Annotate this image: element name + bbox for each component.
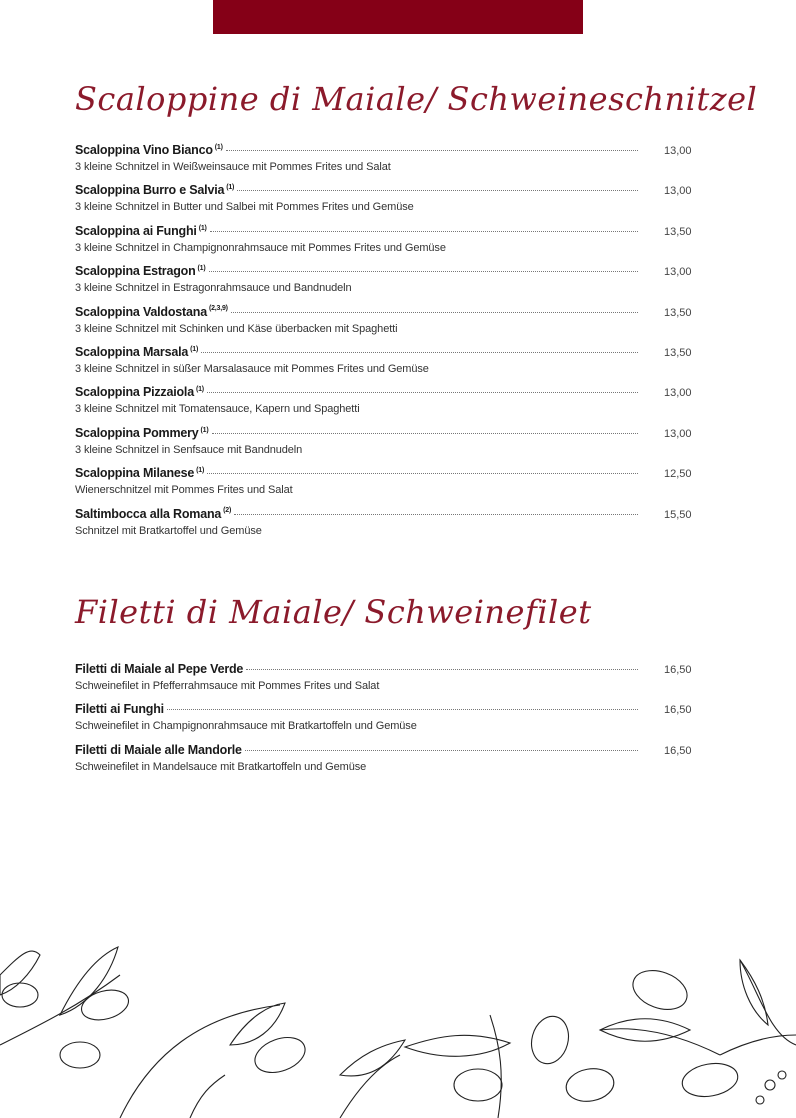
menu-item-title: Filetti ai Funghi [75, 702, 164, 717]
menu-item-title: Scaloppina Pommery [75, 425, 199, 440]
menu-item-name [75, 264, 206, 278]
menu-item-description: Schweinefilet in Pfefferrahmsauce mit Pommes Frites und Salat [75, 680, 380, 692]
header-bar [213, 0, 583, 34]
menu-item-title: Scaloppina Burro e Salvia [75, 183, 225, 198]
branch-stem [490, 1015, 501, 1118]
menu-item-description: Wienerschnitzel mit Pommes Frites und Salat [75, 484, 293, 497]
menu-item-description: Schweinefilet in Champignonrahmsauce mit Bratkartoffeln und Gemüse [75, 720, 417, 733]
menu-item-line [75, 143, 690, 160]
menu-item [75, 345, 690, 385]
menu-item-description: 3 kleine Schnitzel in Butter und Salbei mit Pommes Frites und Gemüse [75, 201, 414, 214]
menu-item-price: 13,00 [664, 145, 692, 157]
menu-item-name [75, 507, 231, 521]
menu-item-line [75, 702, 690, 719]
menu-item-title: Scaloppina Vino Bianco [75, 143, 213, 157]
menu-item [75, 385, 690, 425]
menu-item-line [75, 662, 690, 679]
menu-item [75, 305, 690, 345]
dot-leader [207, 392, 638, 393]
menu-item-price: 13,50 [664, 346, 692, 359]
menu-item-description: 3 kleine Schnitzel in Estragonrahmsauce und Bandnudeln [75, 282, 352, 295]
dot-leader [245, 750, 638, 751]
dot-leader [237, 190, 638, 191]
allergen-note: (1) [198, 224, 207, 232]
menu-item [75, 466, 690, 506]
menu-item-price: 13,00 [664, 266, 692, 279]
olive-fruit [2, 983, 38, 1007]
dot-leader [212, 433, 639, 434]
menu-item-name [75, 662, 243, 676]
allergen-note: (1) [214, 143, 223, 151]
menu-item-description: 3 kleine Schnitzel mit Tomatensauce, Kapern und Spaghetti [75, 403, 360, 416]
dot-leader [234, 514, 638, 515]
olive-leaf [405, 1035, 510, 1056]
menu-item-name [75, 345, 198, 359]
menu-item-line [75, 507, 690, 524]
allergen-note: (1) [195, 386, 204, 394]
menu-item-title: Scaloppina ai Funghi [75, 223, 197, 238]
menu-item-title: Scaloppina Marsala [75, 344, 189, 359]
menu-item [75, 743, 690, 783]
branch-stem [340, 1055, 400, 1118]
menu-item [75, 662, 690, 702]
dot-leader [207, 473, 638, 474]
dot-leader [201, 352, 638, 353]
menu-item-line [75, 743, 690, 760]
menu-item-price: 13,00 [664, 185, 692, 198]
allergen-note: (1) [190, 345, 199, 353]
menu-item-line [75, 345, 690, 362]
allergen-note: (1) [196, 466, 205, 474]
olive-fruit [454, 1069, 502, 1101]
menu-item-name [75, 743, 242, 757]
section-title-scaloppine: Scaloppine di Maiale/ Schweineschnitzel [75, 80, 758, 118]
olive-fruit [60, 1042, 100, 1068]
menu-item-price: 13,00 [664, 387, 692, 400]
olive-leaf [0, 951, 40, 995]
menu-item-title: Scaloppina Pizzaiola [75, 385, 194, 400]
menu-item [75, 507, 690, 547]
menu-item-price: 16,50 [664, 704, 692, 717]
menu-item-title: Saltimbocca alla Romana [75, 506, 222, 521]
menu-item-title: Filetti di Maiale al Pepe Verde [75, 662, 244, 676]
flower-bud [778, 1071, 786, 1079]
menu-item-line [75, 224, 690, 241]
dot-leader [209, 271, 639, 272]
menu-item-name [75, 143, 223, 157]
menu-item-price: 16,50 [664, 744, 692, 757]
menu-item-line [75, 426, 690, 443]
olive-fruit [526, 1012, 573, 1068]
menu-item [75, 183, 690, 223]
menu-item-price: 13,50 [664, 306, 692, 319]
dot-leader [226, 150, 638, 151]
menu-item-description: Schweinefilet in Mandelsauce mit Bratkartoffeln und Gemüse [75, 760, 367, 773]
menu-item-description: 3 kleine Schnitzel mit Schinken und Käse überbacken mit Spaghetti [75, 322, 398, 335]
menu-item-name [75, 466, 204, 480]
menu-item-name [75, 183, 234, 197]
menu-list-scaloppine [75, 143, 690, 547]
menu-item-line [75, 305, 690, 322]
allergen-note: (1) [200, 426, 209, 434]
branch-stem [120, 1005, 280, 1118]
menu-item-title: Scaloppina Milanese [75, 466, 195, 481]
menu-item [75, 702, 690, 742]
olive-fruit [78, 985, 132, 1024]
allergen-note: (1) [226, 184, 235, 192]
menu-item-title: Filetti di Maiale alle Mandorle [75, 742, 242, 757]
menu-item [75, 143, 690, 183]
menu-item-name [75, 224, 207, 238]
menu-item-name [75, 385, 204, 399]
branch-stem [600, 1029, 720, 1055]
menu-item-price: 13,50 [664, 225, 692, 238]
menu-item-price: 13,00 [664, 427, 692, 440]
dot-leader [246, 669, 638, 670]
menu-item [75, 224, 690, 264]
menu-item-description: 3 kleine Schnitzel in süßer Marsalasauce mit Pommes Frites und Gemüse [75, 362, 429, 375]
dot-leader [231, 312, 638, 313]
flower-bud [765, 1080, 775, 1090]
allergen-note: (2,3,9) [208, 305, 228, 313]
menu-item-title: Scaloppina Valdostana [75, 304, 207, 319]
olive-leaf [740, 960, 768, 1025]
menu-item-name [75, 305, 228, 319]
olive-fruit [628, 964, 693, 1017]
dot-leader [167, 709, 638, 710]
dot-leader [210, 231, 638, 232]
olive-branch-illustration [0, 935, 796, 1118]
olive-leaf [60, 947, 118, 1015]
menu-item-name [75, 426, 209, 440]
menu-item [75, 264, 690, 304]
section-title-filetti: Filetti di Maiale/ Schweinefilet [75, 593, 592, 631]
menu-item [75, 426, 690, 466]
menu-item-line [75, 264, 690, 281]
olive-fruit [250, 1031, 310, 1079]
flower-bud [756, 1096, 764, 1104]
branch-stem [190, 1075, 225, 1118]
menu-list-filetti [75, 662, 690, 783]
menu-item-price: 15,50 [664, 508, 692, 521]
menu-item-description: 3 kleine Schnitzel in Weißweinsauce mit Pommes Frites und Salat [75, 161, 391, 173]
allergen-note: (2) [223, 507, 232, 515]
menu-item-name [75, 702, 164, 716]
allergen-note: (1) [197, 265, 206, 273]
menu-item-price: 16,50 [664, 664, 692, 676]
menu-item-description: Schnitzel mit Bratkartoffel und Gemüse [75, 524, 262, 537]
menu-item-description: 3 kleine Schnitzel in Champignonrahmsauce mit Pommes Frites und Gemüse [75, 241, 446, 254]
olive-fruit [680, 1059, 741, 1100]
menu-item-line [75, 183, 690, 200]
menu-item-description: 3 kleine Schnitzel in Senfsauce mit Bandnudeln [75, 443, 303, 456]
branch-stem [0, 975, 120, 1045]
menu-item-price: 12,50 [664, 468, 692, 481]
menu-item-title: Scaloppina Estragon [75, 264, 196, 279]
olive-fruit [564, 1065, 617, 1105]
menu-item-line [75, 385, 690, 402]
menu-item-line [75, 466, 690, 483]
